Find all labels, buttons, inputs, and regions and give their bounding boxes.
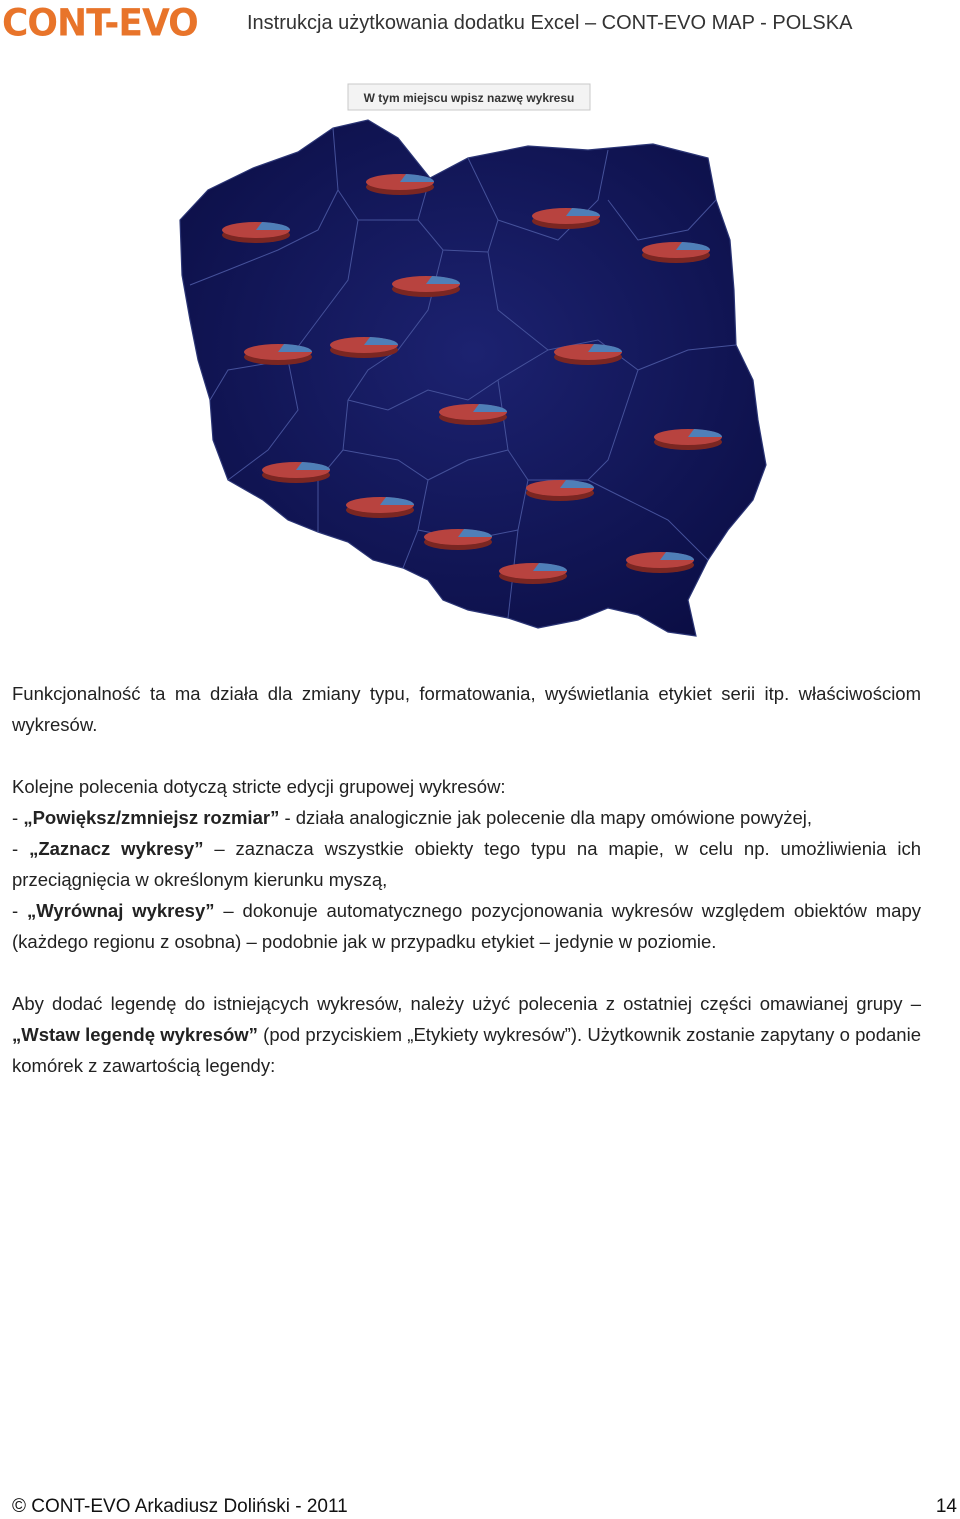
cont-evo-logo: CONT-EVO [2, 2, 198, 46]
region-pie-chart[interactable] [554, 344, 622, 365]
body-text [12, 678, 921, 1081]
region-pie-chart[interactable] [392, 276, 460, 297]
command-resize: „Powiększ/zmniejsz rozmiar” [23, 807, 280, 828]
command-select-charts: „Zaznacz wykresy” [29, 838, 204, 859]
region-pie-chart[interactable] [654, 429, 722, 450]
region-pie-chart[interactable] [642, 242, 710, 263]
paragraph-2-intro: Kolejne polecenia dotyczą stricte edycji grupowej wykresów: [12, 776, 506, 797]
region-pie-chart[interactable] [262, 462, 330, 483]
region-pie-chart[interactable] [222, 222, 290, 243]
list-item-resize: - „Powiększ/zmniejsz rozmiar” - działa analogicznie jak polecenie dla mapy omówione powyżej, [12, 807, 813, 828]
region-pie-chart[interactable] [424, 529, 492, 550]
region-pie-chart[interactable] [366, 174, 434, 195]
chart-title-box[interactable] [348, 84, 590, 110]
paragraph-1: Funkcjonalność ta ma działa dla zmiany typu, formatowania, wyświetlania etykiet serii itp. właściwościom wykresów. [12, 683, 921, 735]
paragraph-3: Aby dodać legendę do istniejących wykresów, należy użyć polecenia z ostatniej części omawianej grupy – „Wstaw legendę wykresów” (pod przyciskiem „Etykiety wykresów”). Użytkownik zostanie zapytany o podanie komórek z zawartością legendy: [12, 993, 921, 1076]
region-pie-chart[interactable] [439, 404, 507, 425]
region-pie-chart[interactable] [244, 344, 312, 365]
region-pie-chart[interactable] [499, 563, 567, 584]
region-pie-chart[interactable] [532, 208, 600, 229]
command-insert-legend: „Wstaw legendę wykresów” [12, 1024, 258, 1045]
poland-map-figure [168, 80, 788, 650]
footer-copyright: © CONT-EVO Arkadiusz Doliński - 2011 [12, 1496, 348, 1517]
poland-map-svg [168, 80, 788, 650]
region-pie-chart[interactable] [330, 337, 398, 358]
command-align-charts: „Wyrównaj wykresy” [27, 900, 215, 921]
chart-title-text: W tym miejscu wpisz nazwę wykresu [363, 91, 575, 105]
page-number: 14 [935, 1496, 957, 1517]
region-pie-chart[interactable] [626, 552, 694, 573]
header-title: Instrukcja użytkowania dodatku Excel – CONT-EVO MAP - POLSKA [247, 12, 853, 34]
list-item-select: - „Zaznacz wykresy” – zaznacza wszystkie obiekty tego typu na mapie, w celu np. umożliwienia ich przeciągnięcia w określonym kierunku myszą, [12, 838, 921, 890]
region-pie-chart[interactable] [346, 497, 414, 518]
list-item-align: - „Wyrównaj wykresy” – dokonuje automatycznego pozycjonowania wykresów względem obiektów mapy (każdego regionu z osobna) – podobnie jak w przypadku etykiet – jedynie w poziomie. [12, 900, 921, 952]
region-pie-chart[interactable] [526, 480, 594, 501]
